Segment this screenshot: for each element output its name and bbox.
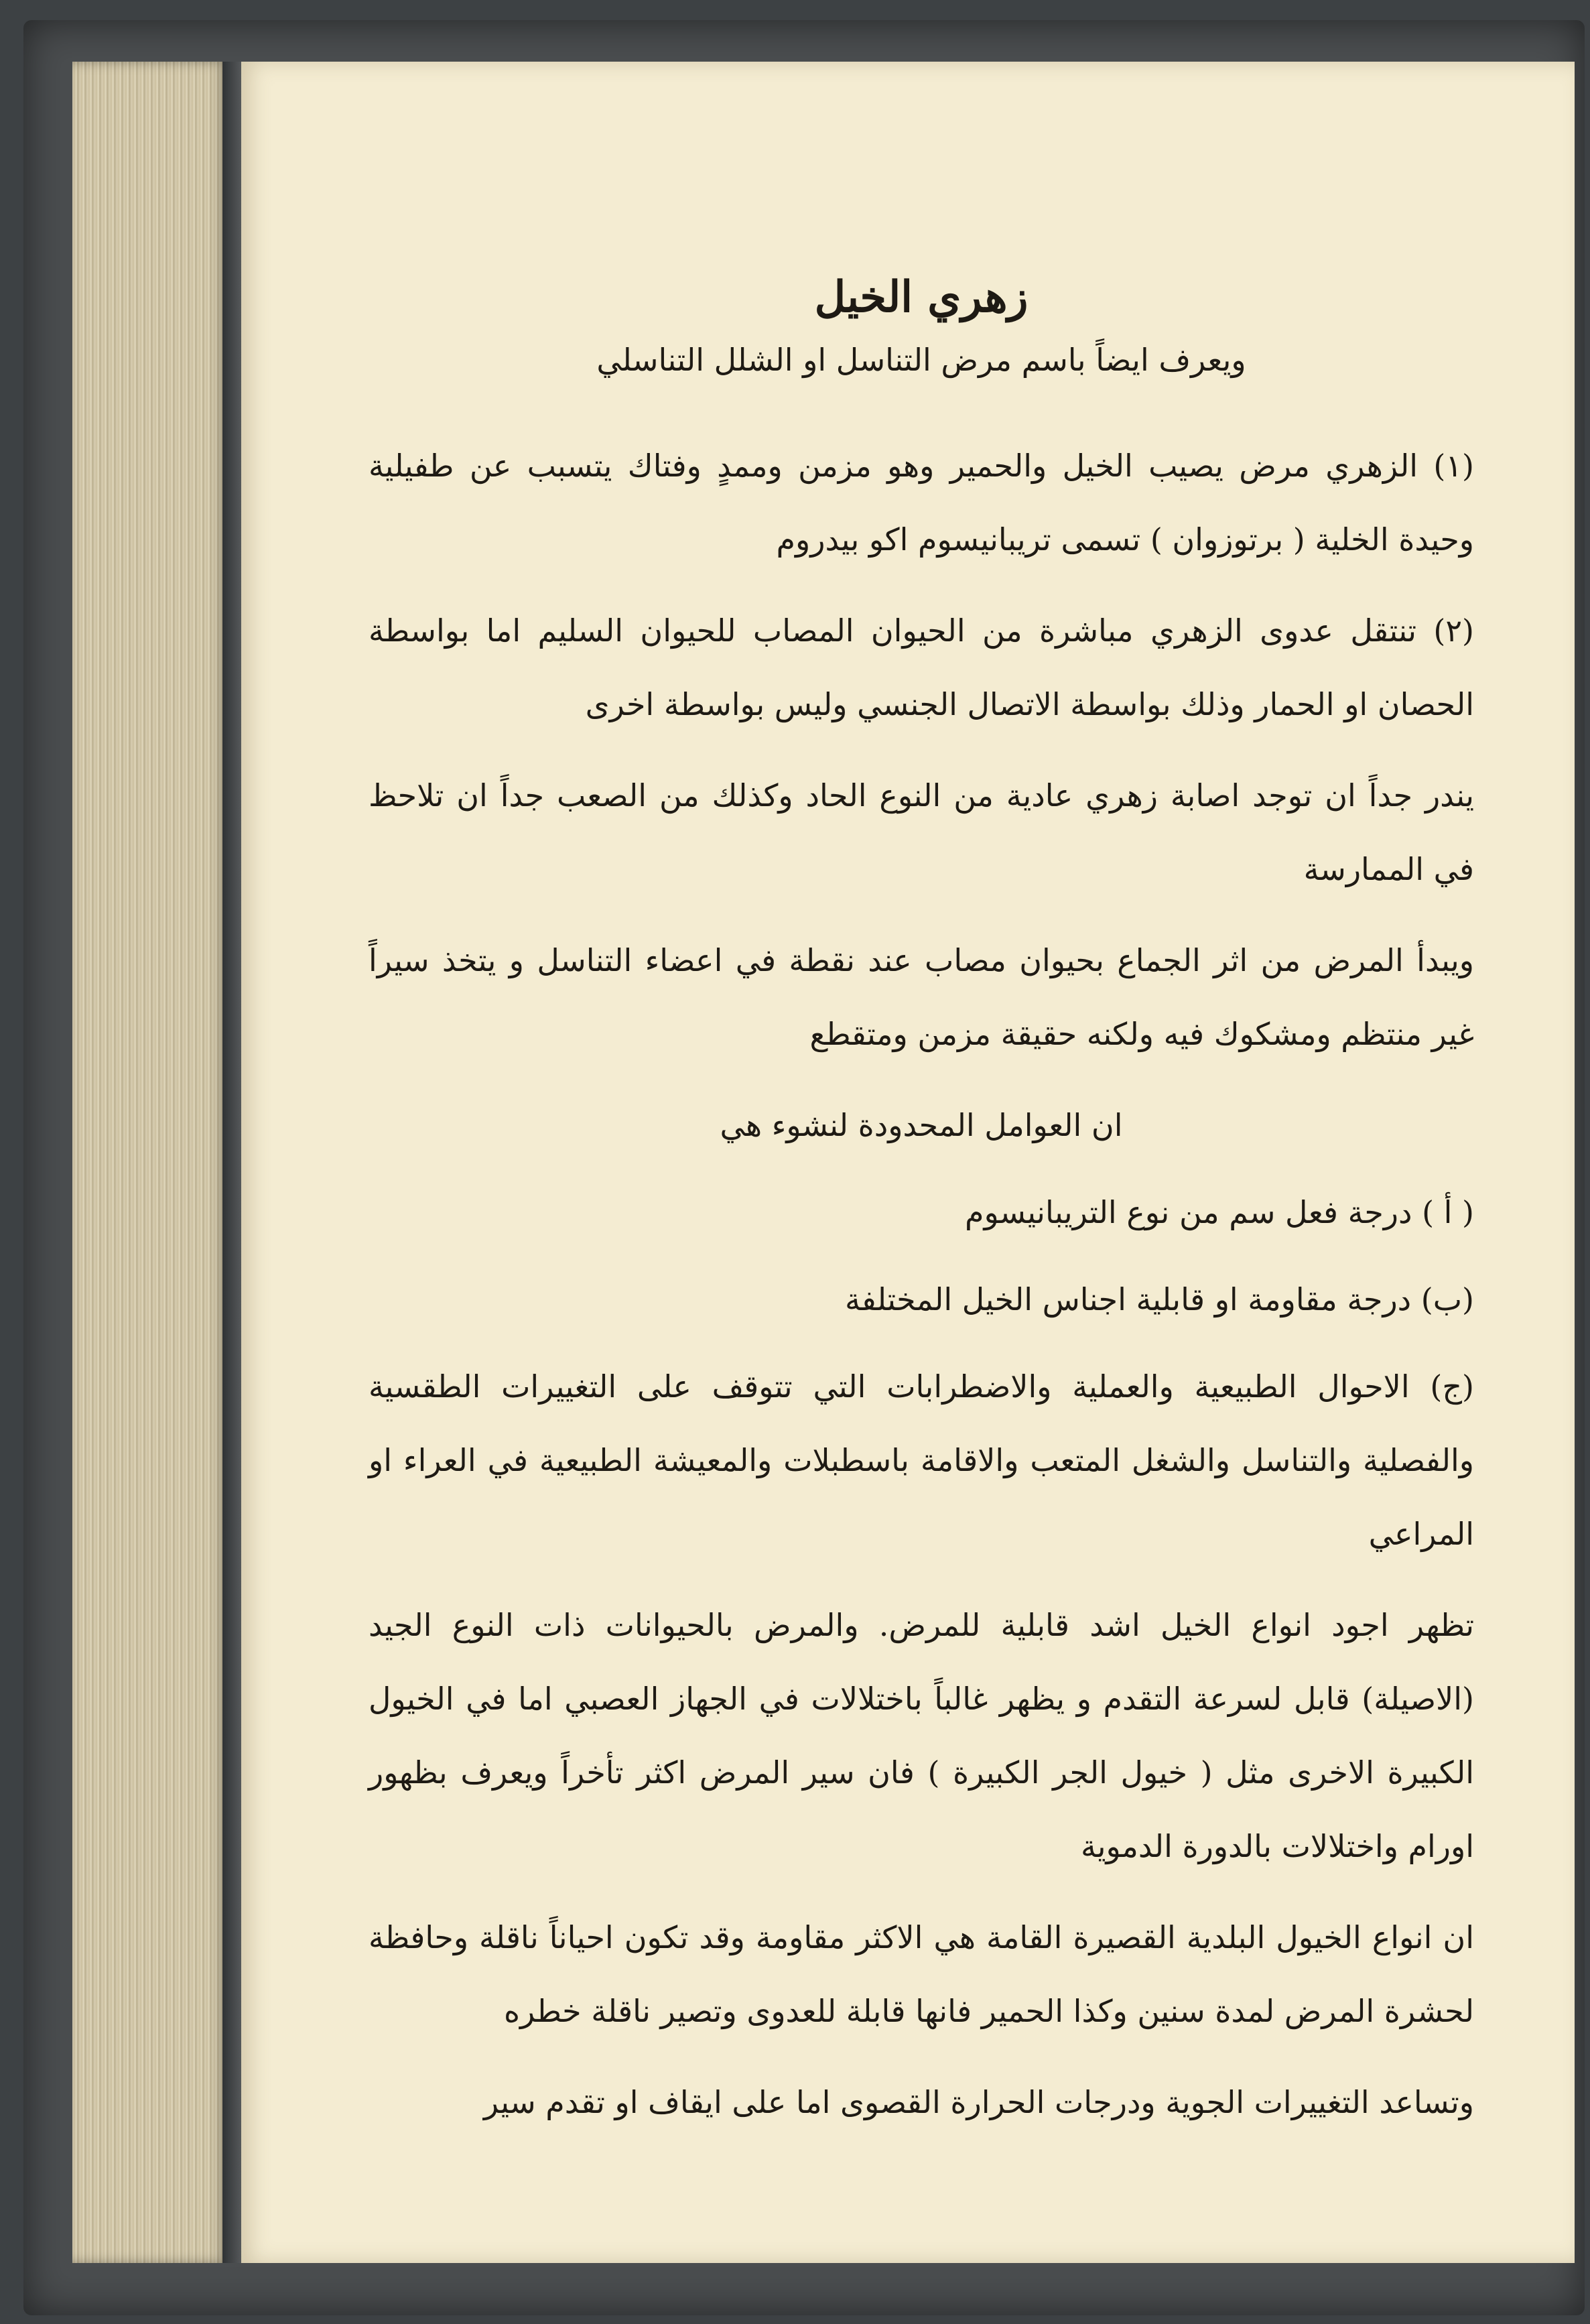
paragraph-6: ان انواع الخيول البلدية القصيرة القامة هي الاكثر مقاومة وقد تكون احياناً ناقلة وحافظة لحشرة المرض لمدة سنين وكذا الحمير فانها قابلة للعدوى وتصير ناقلة خطره	[369, 1919, 1474, 2029]
paragraph-4: ويبدأ المرض من اثر الجماع بحيوان مصاب عند نقطة في اعضاء التناسل و يتخذ سيراً غير منتظم ومشكوك فيه ولكنه حقيقة مزمن ومتقطع	[369, 942, 1474, 1052]
paragraph-5: تظهر اجود انواع الخيل اشد قابلية للمرض. والمرض بالحيوانات ذات النوع الجيد (الاصيلة) قابل لسرعة التقدم و يظهر غالباً باختلالات في الجهاز العصبي اما في الخيول الكبيرة الاخرى مثل ( خيول الجر الكبيرة ) فان سير المرض اكثر تأخراً ويعرف بظهور اورام واختلالات بالدورة الدموية	[369, 1606, 1474, 1864]
page-title: زهري الخيل	[814, 272, 1029, 322]
paragraph-2: (٢) تنتقل عدوى الزهري مباشرة من الحيوان المصاب للحيوان السليم اما بواسطة الحصان او الحمار وذلك بواسطة الاتصال الجنسي وليس بواسطة اخرى	[369, 612, 1474, 722]
factor-c: (ج) الاحوال الطبيعية والعملية والاضطرابات التي تتوقف على التغييرات الطقسية والفصلية والتناسل والشغل المتعب والاقامة باسطبلات والمعيشة الطبيعية في العراء او المراعي	[369, 1368, 1474, 1552]
paragraph-1: (١) الزهري مرض يصيب الخيل والحمير وهو مزمن وممدٍ وفتاك يتسبب عن طفيلية وحيدة الخلية ( برتوزوان ) تسمى تريبانيسوم اكو بيدروم	[369, 447, 1474, 558]
factors-heading: ان العوامل المحدودة لنشوء هي	[720, 1106, 1123, 1143]
page-subtitle: ويعرف ايضاً باسم مرض التناسل او الشلل التناسلي	[596, 342, 1246, 379]
page-text	[369, 189, 1474, 2156]
book-gutter	[222, 62, 241, 2263]
book-page	[241, 62, 1575, 2263]
paragraph-3: يندر جداً ان توجد اصابة زهري عادية من النوع الحاد وكذلك من الصعب جداً ان تلاحظ في الممارسة	[369, 777, 1474, 887]
factor-a: ( أ ) درجة فعل سم من نوع التريبانيسوم	[964, 1193, 1474, 1230]
page-edges	[72, 62, 228, 2263]
factor-b: (ب) درجة مقاومة او قابلية اجناس الخيل المختلفة	[845, 1281, 1474, 1317]
paragraph-7: وتساعد التغييرات الجوية ودرجات الحرارة القصوى اما على ايقاف او تقدم سير	[483, 2083, 1474, 2120]
